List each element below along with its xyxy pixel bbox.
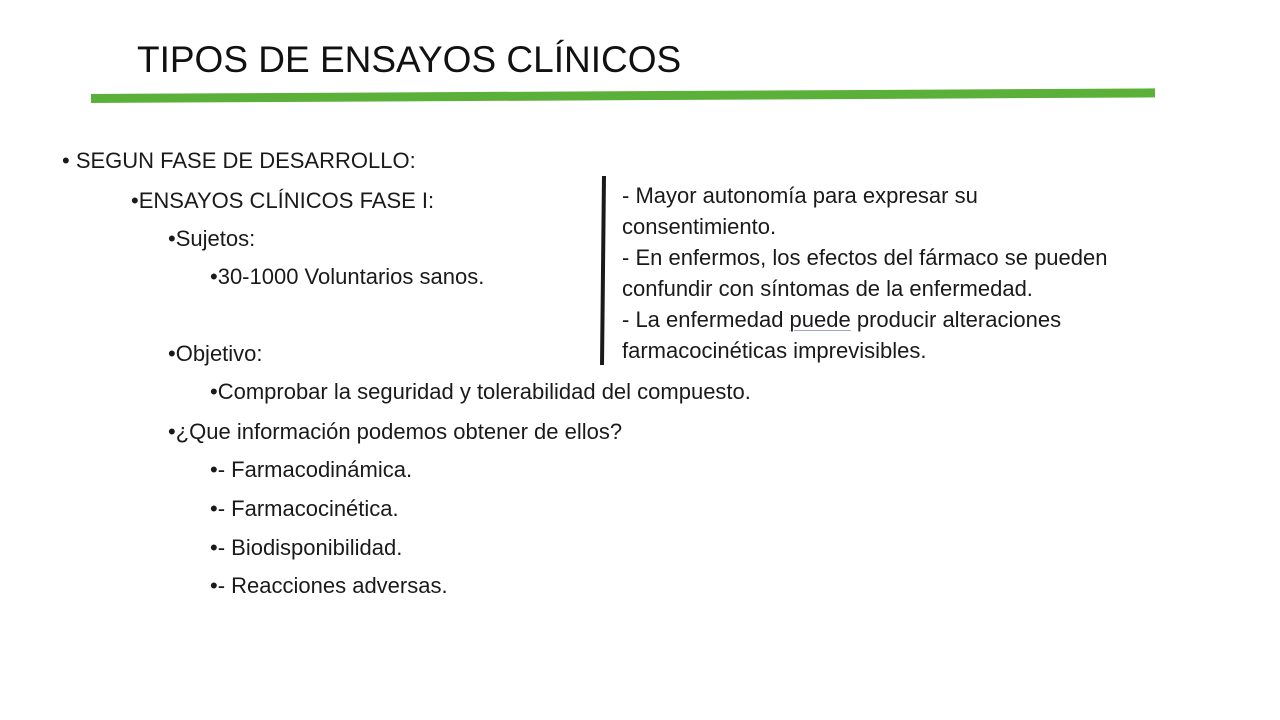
bullet-level4-comprobar: •Comprobar la seguridad y tolerabilidad del compuesto. [210, 379, 751, 404]
bullet-level4-reacciones: •- Reacciones adversas. [210, 573, 448, 598]
note-line-5 [622, 304, 1222, 335]
title-underline-rule [91, 88, 1155, 103]
note-line-6: farmacocinéticas imprevisibles. [622, 338, 927, 363]
bullet-level1-fase-desarrollo: • SEGUN FASE DE DESARROLLO: [62, 148, 416, 173]
bullet-level4-biodisponibilidad: •- Biodisponibilidad. [210, 535, 403, 560]
side-note [622, 180, 1222, 366]
note-line-5-end: producir alteraciones [850, 307, 1062, 332]
bullet-level3-informacion: •¿Que información podemos obtener de ellos? [168, 419, 623, 444]
bullet-level4-voluntarios: •30-1000 Voluntarios sanos. [210, 264, 485, 289]
bullet-level2-fase-i: •ENSAYOS CLÍNICOS FASE I: [131, 188, 435, 213]
bullet-level3-sujetos: •Sujetos: [168, 226, 256, 251]
note-line-5-start: - La enfermedad [622, 307, 790, 332]
bullet-level3-objetivo: •Objetivo: [168, 341, 263, 366]
bullet-level4-farmacocinetica: •- Farmacocinética. [210, 496, 399, 521]
bullet-level4-farmacodinamica: •- Farmacodinámica. [210, 457, 413, 482]
note-line-1: - Mayor autonomía para expresar su [622, 183, 978, 208]
note-line-4: confundir con síntomas de la enfermedad. [622, 276, 1033, 301]
note-line-2: consentimiento. [622, 214, 777, 239]
note-underlined-word: puede [789, 307, 851, 332]
slide-title: TIPOS DE ENSAYOS CLÍNICOS [137, 39, 682, 80]
note-line-3: - En enfermos, los efectos del fármaco se pueden [622, 245, 1108, 270]
note-bracket-line [600, 176, 606, 365]
